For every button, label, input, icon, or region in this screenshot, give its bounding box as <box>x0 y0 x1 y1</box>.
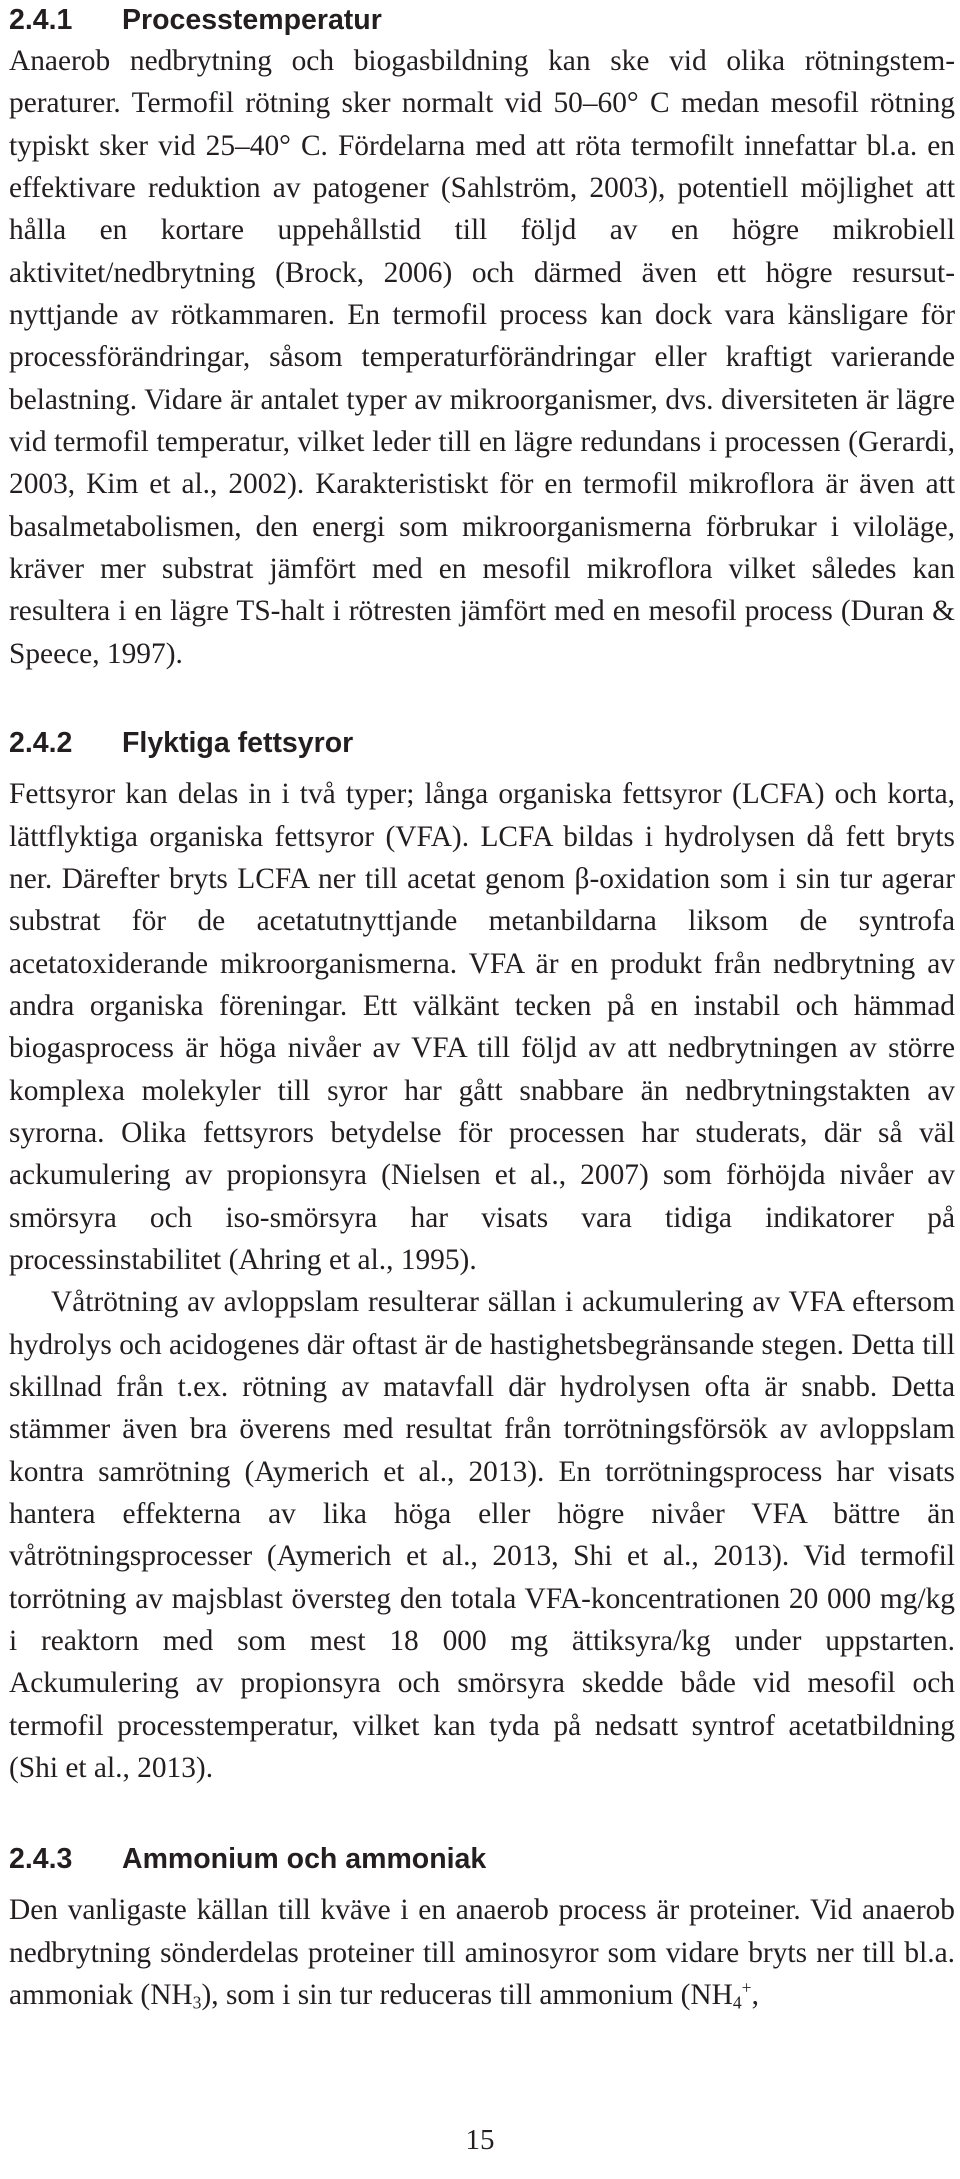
paragraph-ammonium <box>9 1889 955 2016</box>
nh4-superscript: + <box>741 1977 752 1998</box>
section-title: Processtemperatur <box>122 4 382 36</box>
section-title: Flyktiga fettsyror <box>122 727 354 760</box>
section-heading-ammonium <box>9 1839 955 1879</box>
section-heading-processtemperatur <box>9 0 955 40</box>
section-number: 2.4.1 <box>9 4 73 36</box>
page-number: 15 <box>465 2124 495 2156</box>
section-heading-flyktiga-fettsyror <box>9 723 955 763</box>
paragraph-fettsyror-1: Fettsyror kan delas in i två typer; långa organiska fettsyror (LCFA) och korta, lättflyktiga organiska fettsyror (VFA). LCFA bildas i hydrolysen då fett bryts ner. Därefter bryts LCFA ner till acetat genom β-oxidation som i sin tur agerar substrat för de acetatutnyttjande metanbildarna liksom de syntrofa acetatoxiderande mikroorganismerna. VFA är en produkt från nedbrytning av andra organiska föreningar. Ett välkänt tecken på en instabil och hämmad biogasprocess är höga nivåer av VFA till följd av att nedbrytningen av större komplexa molekyler till syror har gått snabbare än nedbrytningstakten av syrorna. Olika fettsyrors betydelse för processen har studerats, där så väl ackumulering av propionsyra (Nielsen et al., 2007) som förhöjda nivåer av smörsyra och iso-smörsyra har visats vara tidiga indikatorer på processinstabilitet (Ahring et al., 1995). <box>9 778 955 1276</box>
section-number: 2.4.2 <box>9 727 73 760</box>
paragraph-processtemperatur: Anaerob nedbrytning och biogasbildning kan ske vid olika rötningstemperaturer. Termofil rötning sker normalt vid 50–60° C medan mesofil rötning typiskt sker vid 25–40° C. Fördelarna med att röta termofilt innefattar bl.a. en effektivare reduktion av patogener (Sahlström, 2003), potentiell möjlighet att hålla en kortare uppehållstid till följd av en högre mikrobiell aktivitet/nedbrytning (Brock, 2006) och därmed även ett högre resursutnyttjande av rötkammaren. En termofil process kan dock vara känsligare för processförändringar, såsom temperaturförändringar eller kraftigt varierande belastning. Vidare är antalet typer av mikroorganismer, dvs. diversiteten är lägre vid termofil temperatur, vilket leder till en lägre redundans i processen (Gerardi, 2003, Kim et al., 2002). Karakteristiskt för en termofil mikroflora är även att basalmetabolismen, den energi som mikroorganismerna förbrukar i viloläge, kräver mer substrat jämfört med en mesofil mikroflora vilket således kan resultera i en lägre TS-halt i rötresten jämfört med en mesofil process (Duran & Speece, 1997). <box>9 45 955 670</box>
section-title: Ammonium och ammoniak <box>122 1843 487 1876</box>
nh3-subscript: 3 <box>192 1992 202 2013</box>
paragraph-ammonium-tail: , <box>751 1979 759 2012</box>
document-page <box>9 0 955 2016</box>
nh4-subscript: 4 <box>732 1992 742 2013</box>
paragraph-ammonium-lead: Den vanligaste källan till kväve i en anaerob process är proteiner. Vid anaerob nedbrytning sönderdelas proteiner till aminosyror som vidare bryts ner till bl.a. ammoniak (NH <box>9 1894 955 2012</box>
paragraph-ammonium-mid: ), som i sin tur reduceras till ammonium (NH <box>201 1979 733 2012</box>
section-number: 2.4.3 <box>9 1843 73 1876</box>
paragraph-fettsyror-2: Våtrötning av avloppslam resulterar sällan i ackumulering av VFA eftersom hydrolys och acidogenes där oftast är de hastighetsbegränsande stegen. Detta till skillnad från t.ex. rötning av matavfall där hydrolysen ofta är snabb. Detta stämmer även bra överens med resultat från torrötningsförsök av avloppslam kontra samrötning (Aymerich et al., 2013). En torrötningsprocess har visats hantera effekterna av lika höga eller högre nivåer VFA bättre än våtrötningsprocesser (Aymerich et al., 2013, Shi et al., 2013). Vid termofil torrötning av majsblast översteg den totala VFA-koncentrationen 20 000 mg/kg i reaktorn med som mest 18 000 mg ättiksyra/kg under uppstarten. Ackumulering av propionsyra och smörsyra skedde både vid mesofil och termofil processtemperatur, vilket kan tyda på nedsatt syntrof acetatbildning (Shi et al., 2013). <box>9 1286 955 1785</box>
